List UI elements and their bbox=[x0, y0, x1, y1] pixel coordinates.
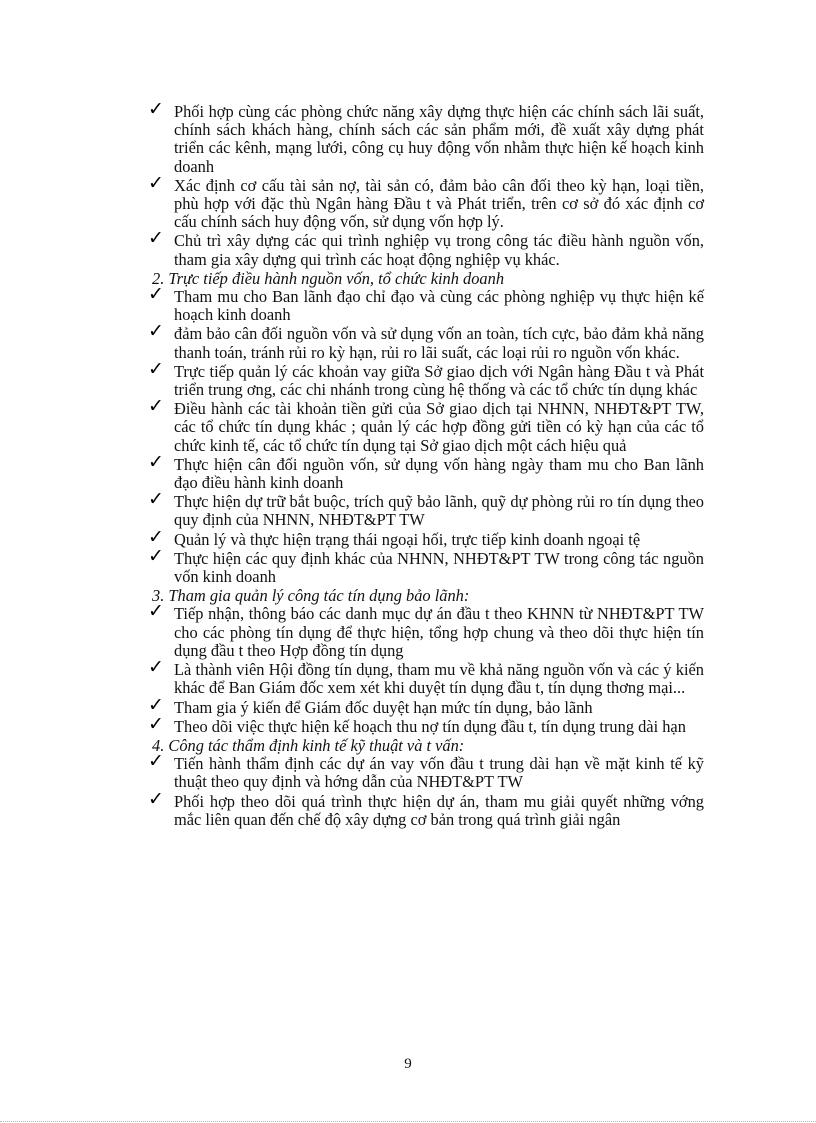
bullet-text: Tiến hành thẩm định các dự án vay vốn đầu t trung dài hạn về mặt kinh tế kỹ thuật theo quy định và hớng dẫn của NHĐT&PT TW bbox=[174, 754, 704, 792]
section-heading: 4. Công tác thẩm định kinh tế kỹ thuật và t vấn: bbox=[152, 735, 465, 755]
bullet-item bbox=[148, 787, 704, 829]
checkmark-icon: ✓ bbox=[148, 395, 164, 418]
bullet-item bbox=[148, 283, 704, 325]
bullet-item bbox=[148, 488, 704, 530]
bullet-item bbox=[148, 450, 704, 493]
checkmark-icon: ✓ bbox=[148, 693, 164, 716]
bullet-item bbox=[148, 693, 704, 717]
checkmark-icon: ✓ bbox=[148, 600, 164, 623]
checkmark-icon: ✓ bbox=[148, 712, 164, 735]
bullet-text: Thực hiện cân đối nguồn vốn, sử dụng vốn hàng ngày tham mu cho Ban lãnh đạo điều hành kinh doanh bbox=[174, 454, 704, 493]
bullet-item bbox=[148, 600, 704, 660]
bullet-text: Quản lý và thực hiện trạng thái ngoại hối, trực tiếp kinh doanh ngoại tệ bbox=[174, 529, 641, 549]
bullet-item bbox=[148, 98, 704, 176]
section-heading: 2. Trực tiếp điều hành nguồn vốn, tổ chức kinh doanh bbox=[152, 268, 505, 288]
checkmark-icon: ✓ bbox=[148, 357, 164, 380]
bullet-item bbox=[148, 320, 704, 362]
checkmark-icon: ✓ bbox=[148, 750, 164, 773]
checkmark-icon: ✓ bbox=[148, 450, 164, 473]
bullet-text: Tiếp nhận, thông báo các danh mục dự án đầu t theo KHNN từ NHĐT&PT TW cho các phòng tín dụng để thực hiện, tổng hợp chung và theo dõi thực hiện tín dụng đầu t theo Hợp đồng tín dụng bbox=[174, 604, 704, 660]
checkmark-icon: ✓ bbox=[148, 656, 164, 679]
bullet-text: đảm bảo cân đối nguồn vốn và sử dụng vốn an toàn, tích cực, bảo đảm khả năng thanh toán, tránh rủi ro kỳ hạn, rủi ro lãi suất, các loại rủi ro nguồn vốn khác. bbox=[174, 324, 704, 362]
bullet-item bbox=[148, 544, 704, 587]
page-bottom-border bbox=[0, 1121, 816, 1122]
bullet-text: Tham mu cho Ban lãnh đạo chỉ đạo và cùng các phòng nghiệp vụ thực hiện kế hoạch kinh doanh bbox=[174, 287, 704, 325]
section-heading: 3. Tham gia quản lý công tác tín dụng bảo lãnh: bbox=[152, 586, 470, 606]
bullet-item bbox=[148, 227, 704, 269]
page-number: 9 bbox=[404, 1056, 412, 1072]
bullet-item bbox=[148, 712, 704, 736]
bullet-text: Thực hiện dự trữ bắt buộc, trích quỹ bảo lãnh, quỹ dự phòng rủi ro tín dụng theo quy định của NHNN, NHĐT&PT TW bbox=[174, 492, 704, 530]
bullet-text: Tham gia ý kiến để Giám đốc duyệt hạn mức tín dụng, bảo lãnh bbox=[174, 697, 593, 717]
document-body bbox=[148, 98, 704, 830]
bullet-text: Là thành viên Hội đồng tín dụng, tham mu về khả năng nguồn vốn và các ý kiến khác để Ban Giám đốc xem xét khi duyệt tín dụng đầu t, tín dụng thơng mại... bbox=[174, 660, 704, 698]
checkmark-icon: ✓ bbox=[148, 98, 164, 120]
bullet-text: Phối hợp theo dõi quá trình thực hiện dự án, tham mu giải quyết những vớng mắc liên quan đến chế độ xây dựng cơ bản trong quá trình giải ngân bbox=[174, 791, 704, 829]
bullet-text: Phối hợp cùng các phòng chức năng xây dựng thực hiện các chính sách lãi suất, chính sách khách hàng, chính sách các sản phẩm mới, đề xuất xây dựng phát triển các kênh, mạng lưới, công cụ huy động vốn nhằm thực hiện kế hoạch kinh doanh bbox=[174, 102, 704, 176]
checkmark-icon: ✓ bbox=[148, 525, 164, 548]
checkmark-icon: ✓ bbox=[148, 544, 164, 567]
bullet-item bbox=[148, 395, 704, 455]
bullet-item bbox=[148, 357, 704, 400]
checkmark-icon: ✓ bbox=[148, 320, 164, 343]
checkmark-icon: ✓ bbox=[148, 488, 164, 511]
bullet-text: Thực hiện các quy định khác của NHNN, NHĐT&PT TW trong công tác nguồn vốn kinh doanh bbox=[174, 548, 704, 587]
bullet-text: Xác định cơ cấu tài sản nợ, tài sản có, đảm bảo cân đối theo kỳ hạn, loại tiền, phù hợp với đặc thù Ngân hàng Đầu t và Phát triển, trên cơ sở đó xác định cơ cấu chính sách huy động vốn, sử dụng vốn hợp lý. bbox=[174, 175, 704, 232]
bullet-text: Chủ trì xây dựng các qui trình nghiệp vụ trong công tác điều hành nguồn vốn, tham gia xây dựng qui trình các hoạt động nghiệp vụ khác. bbox=[174, 231, 704, 269]
bullet-item bbox=[148, 656, 704, 698]
bullet-item bbox=[148, 171, 704, 232]
checkmark-icon: ✓ bbox=[148, 227, 164, 250]
checkmark-icon: ✓ bbox=[148, 787, 164, 810]
bullet-text: Theo dõi việc thực hiện kế hoạch thu nợ tín dụng đầu t, tín dụng trung dài hạn bbox=[174, 716, 686, 736]
bullet-text: Điều hành các tài khoản tiền gửi của Sở giao dịch tại NHNN, NHĐT&PT TW, các tổ chức tín dụng khác ; quản lý các hợp đồng gửi tiền có kỳ hạn của các tổ chức kinh tế, các tổ chức tín dụng tại Sở giao dịch một cách hiệu quả bbox=[174, 399, 704, 455]
bullet-item bbox=[148, 525, 704, 549]
bullet-text: Trực tiếp quản lý các khoản vay giữa Sở giao dịch với Ngân hàng Đầu t và Phát triển trung ơng, các chi nhánh trong cùng hệ thống và các tổ chức tín dụng khác bbox=[174, 361, 704, 400]
checkmark-icon: ✓ bbox=[148, 171, 164, 194]
checkmark-icon: ✓ bbox=[148, 283, 164, 306]
bullet-item bbox=[148, 750, 704, 792]
